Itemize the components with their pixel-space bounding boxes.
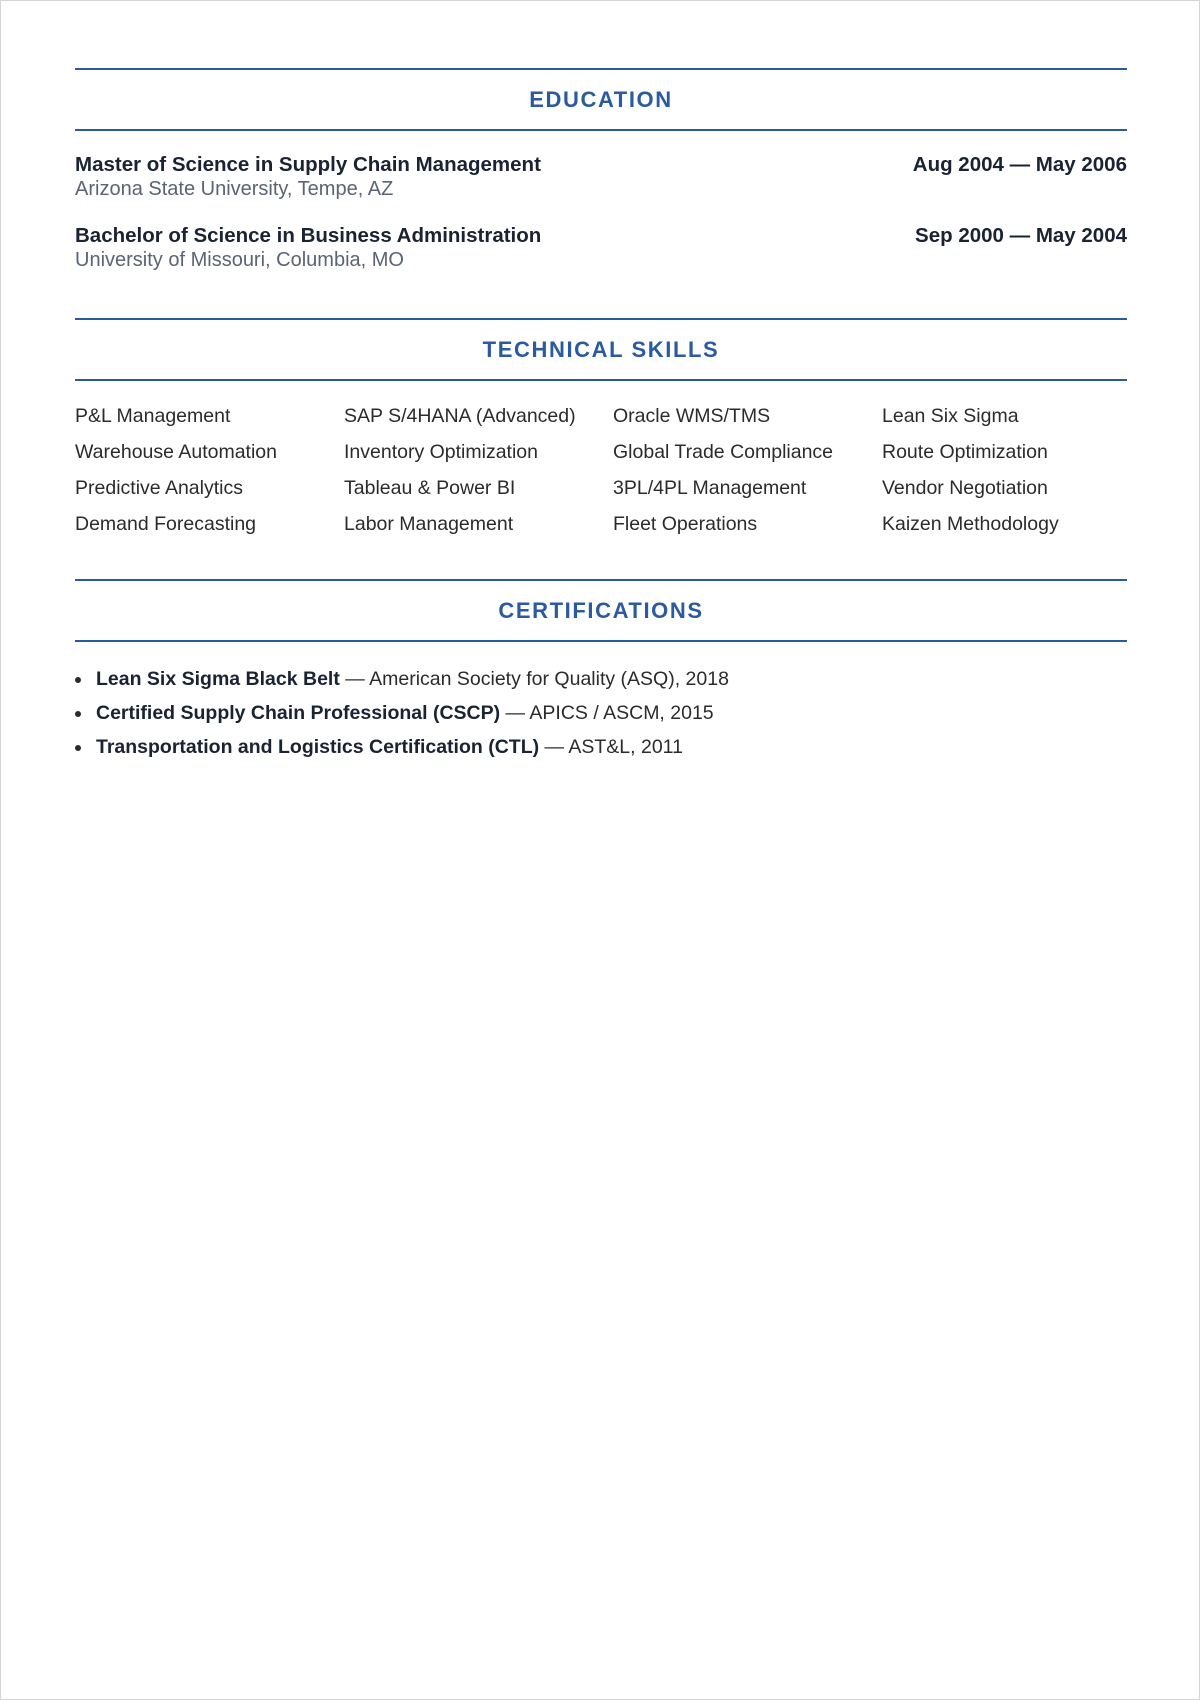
skill-item: 3PL/4PL Management [613, 477, 807, 499]
certifications-list [75, 642, 1127, 759]
certification-name: Transportation and Logistics Certification (CTL) [96, 736, 540, 758]
skills-grid [75, 381, 1127, 579]
certification-name: Lean Six Sigma Black Belt [96, 668, 340, 690]
skills-title: TECHNICAL SKILLS [482, 336, 720, 362]
skill-item: Kaizen Methodology [882, 513, 1059, 535]
skills-section [75, 318, 1127, 579]
section-spacer [75, 295, 1127, 318]
bullet-icon [75, 711, 81, 717]
education-header [75, 68, 1127, 131]
certification-name: Certified Supply Chain Professional (CSCP) [96, 702, 501, 724]
skill-item: SAP S/4HANA (Advanced) [344, 405, 576, 427]
skill-item: Lean Six Sigma [882, 405, 1019, 427]
education-section [75, 68, 1127, 318]
education-title: EDUCATION [529, 86, 673, 112]
skill-item: Vendor Negotiation [882, 477, 1048, 499]
skill-item: Predictive Analytics [75, 477, 243, 499]
degree-dates: Aug 2004 — May 2006 [912, 153, 1127, 176]
bullet-icon [75, 745, 81, 751]
skill-item: P&L Management [75, 405, 231, 427]
education-item [75, 153, 1127, 201]
skill-item: Labor Management [344, 513, 514, 535]
certification-item [75, 701, 1127, 725]
certification-detail: — APICS / ASCM, 2015 [500, 702, 714, 724]
skill-item: Global Trade Compliance [613, 441, 834, 463]
education-item-row [75, 153, 1127, 177]
school-name: Arizona State University, Tempe, AZ [75, 178, 394, 200]
education-item [75, 224, 1127, 272]
certifications-title: CERTIFICATIONS [498, 597, 704, 623]
certifications-section [75, 579, 1127, 759]
skill-item: Oracle WMS/TMS [613, 405, 771, 427]
skill-item: Inventory Optimization [344, 441, 539, 463]
bullet-icon [75, 677, 81, 683]
certification-item [75, 735, 1127, 759]
degree-title: Bachelor of Science in Business Administration [75, 224, 542, 247]
skill-item: Route Optimization [882, 441, 1048, 463]
education-list [75, 131, 1127, 272]
certification-item [75, 667, 1127, 691]
certification-detail: — AST&L, 2011 [539, 736, 683, 758]
education-item-row [75, 224, 1127, 248]
skill-item: Warehouse Automation [75, 441, 277, 463]
degree-dates: Sep 2000 — May 2004 [915, 224, 1127, 247]
skill-item: Fleet Operations [613, 513, 758, 535]
certifications-header [75, 579, 1127, 642]
resume-content [75, 68, 1127, 769]
skill-item: Demand Forecasting [75, 513, 257, 535]
skill-item: Tableau & Power BI [344, 477, 516, 499]
degree-title: Master of Science in Supply Chain Management [75, 153, 541, 176]
certification-detail: — American Society for Quality (ASQ), 2018 [339, 668, 729, 690]
school-name: University of Missouri, Columbia, MO [75, 249, 404, 271]
skills-header [75, 318, 1127, 381]
